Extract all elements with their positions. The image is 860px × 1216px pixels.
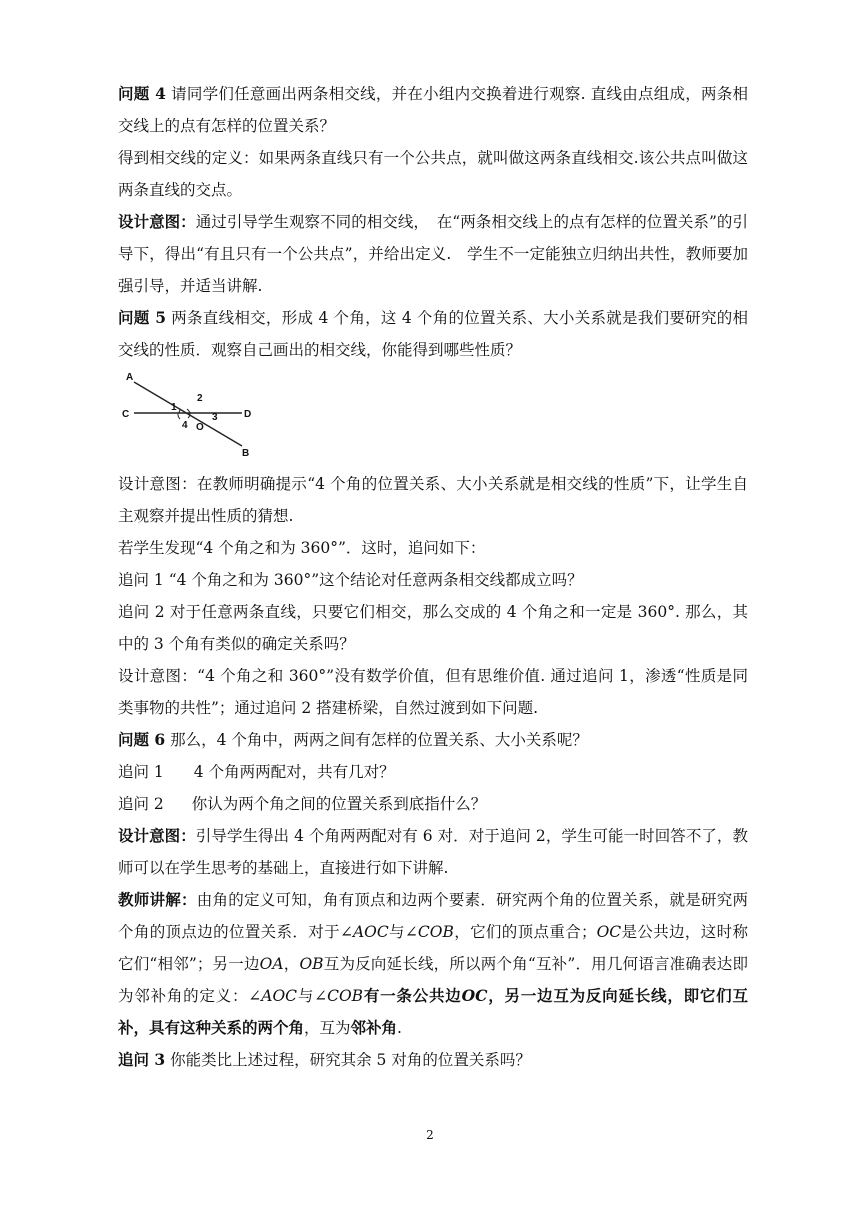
q6-follow-up-1 bbox=[118, 756, 748, 788]
q6-follow-up-1-label: 追问 1 bbox=[118, 763, 164, 781]
lecture-text-9: . bbox=[397, 1019, 402, 1037]
lecture-text-2: 与∠ bbox=[388, 923, 418, 941]
lecture-bold-2: ，另一边互为反向延长线，即它们互补，具有这种关系的两个角 bbox=[118, 986, 748, 1037]
design-intent-1 bbox=[118, 206, 748, 302]
page-number: 2 bbox=[426, 1128, 434, 1142]
follow-up-1: 追问 1 “4 个角之和为 360°”这个结论对任意两条相交线都成立吗？ bbox=[118, 571, 583, 589]
teacher-lecture-label: 教师讲解： bbox=[118, 890, 197, 909]
question-6 bbox=[118, 724, 748, 756]
follow-up-3-label: 追问 3 bbox=[118, 1050, 166, 1069]
page-body bbox=[118, 78, 748, 1076]
question-6-label: 问题 6 bbox=[118, 730, 166, 749]
angle-aoc: AOC bbox=[352, 923, 389, 941]
q6-follow-up-1-text: 4 个角两两配对，共有几对？ bbox=[193, 763, 395, 781]
question-5 bbox=[118, 302, 748, 366]
follow-up-3-text: 你能类比上述过程，研究其余 5 对角的位置关系吗？ bbox=[170, 1051, 531, 1069]
label-angle-2: 2 bbox=[197, 393, 203, 404]
lecture-text-4: 是公共边，这时称它们“相邻”；另一边 bbox=[118, 923, 748, 973]
question-4-text: 请同学们任意画出两条相交线，并在小组内交换着进行观察. 直线由点组成，两条相交线上的点有怎样的位置关系？ bbox=[118, 85, 748, 135]
design-intent-4 bbox=[118, 820, 748, 884]
question-6-text: 那么，4 个角中，两两之间有怎样的位置关系、大小关系呢？ bbox=[170, 731, 588, 749]
label-d: D bbox=[244, 409, 252, 420]
intersect-definition: 得到相交线的定义：如果两条直线只有一个公共点，就叫做这两条直线相交.该公共点叫做这两条直线的交点。 bbox=[118, 149, 748, 199]
design-intent-4-label: 设计意图： bbox=[118, 826, 196, 845]
teacher-lecture bbox=[118, 884, 748, 1044]
intersecting-lines-svg bbox=[118, 368, 278, 464]
design-intent-1-label: 设计意图： bbox=[118, 212, 196, 231]
question-4 bbox=[118, 78, 748, 142]
design-intent-3: 设计意图：“4 个角之和 360°”没有数学价值，但有思维价值. 通过追问 1，渗透“性质是同类事物的共性”；通过追问 2 搭建桥梁，自然过渡到如下问题. bbox=[118, 667, 748, 717]
lecture-text-8: ，互为 bbox=[304, 1019, 351, 1037]
lecture-bold-1: 有一条公共边 bbox=[363, 986, 462, 1005]
q6-follow-up-2 bbox=[118, 788, 748, 820]
lecture-bold-3: 邻补角 bbox=[350, 1018, 398, 1037]
lecture-text-5: ， bbox=[283, 955, 300, 973]
question-4-label: 问题 4 bbox=[118, 84, 166, 103]
label-b: B bbox=[242, 448, 250, 459]
line-ab bbox=[134, 382, 242, 446]
label-angle-3: 3 bbox=[212, 412, 218, 423]
angle-aoc-2: AOC bbox=[261, 987, 298, 1005]
design-intent-1-text: 通过引导学生观察不同的相交线， 在“两条相交线上的点有怎样的位置关系”的引导下，得出“有且只有一个公共点”，并给出定义. 学生不一定能独立归纳出共性，教师要加强引导，并适当讲解. bbox=[118, 213, 748, 295]
question-5-label: 问题 5 bbox=[118, 308, 167, 327]
follow-up-2: 追问 2 对于任意两条直线，只要它们相交，那么交成的 4 个角之和一定是 360°. 那么，其中的 3 个角有类似的确定关系吗？ bbox=[118, 603, 748, 653]
if-students-found: 若学生发现“4 个角之和为 360°”．这时，追问如下： bbox=[118, 539, 486, 557]
intersecting-lines-figure bbox=[118, 368, 748, 464]
label-angle-1: 1 bbox=[171, 402, 177, 413]
angle-cob-2: COB bbox=[327, 987, 364, 1005]
angle-4-arc bbox=[178, 413, 180, 419]
segment-oc-2: OC bbox=[461, 986, 488, 1005]
design-intent-2: 设计意图：在教师明确提示“4 个角的位置关系、大小关系就是相交线的性质”下，让学生自主观察并提出性质的猜想. bbox=[118, 475, 748, 525]
label-o: O bbox=[196, 422, 204, 433]
label-a: A bbox=[126, 372, 134, 383]
label-angle-4: 4 bbox=[182, 420, 188, 431]
lecture-text-7: 与∠ bbox=[297, 987, 328, 1005]
angle-cob: COB bbox=[417, 923, 454, 941]
segment-oa: OA bbox=[259, 955, 284, 973]
lecture-text-1: 由角的定义可知，角有顶点和边两个要素．研究两个角的位置关系，就是研究两个角的顶点边的位置关系．对于∠ bbox=[118, 891, 748, 941]
q6-follow-up-2-text: 你认为两个角之间的位置关系到底指什么？ bbox=[191, 795, 487, 813]
label-c: C bbox=[122, 409, 130, 420]
segment-oc: OC bbox=[596, 923, 622, 941]
follow-up-3 bbox=[118, 1044, 748, 1076]
lecture-text-3: ，它们的顶点重合； bbox=[453, 923, 597, 941]
lecture-text-6: 互为反向延长线，所以两个角“互补”．用几何语言准确表达即为邻补角的定义：∠ bbox=[118, 955, 748, 1005]
segment-ob: OB bbox=[299, 955, 324, 973]
question-5-text: 两条直线相交，形成 4 个角，这 4 个角的位置关系、大小关系就是我们要研究的相交线的性质．观察自己画出的相交线，你能得到哪些性质？ bbox=[118, 309, 749, 359]
design-intent-4-text: 引导学生得出 4 个角两两配对有 6 对．对于追问 2，学生可能一时回答不了，教师可以在学生思考的基础上，直接进行如下讲解. bbox=[118, 827, 748, 877]
q6-follow-up-2-label: 追问 2 bbox=[118, 795, 164, 813]
